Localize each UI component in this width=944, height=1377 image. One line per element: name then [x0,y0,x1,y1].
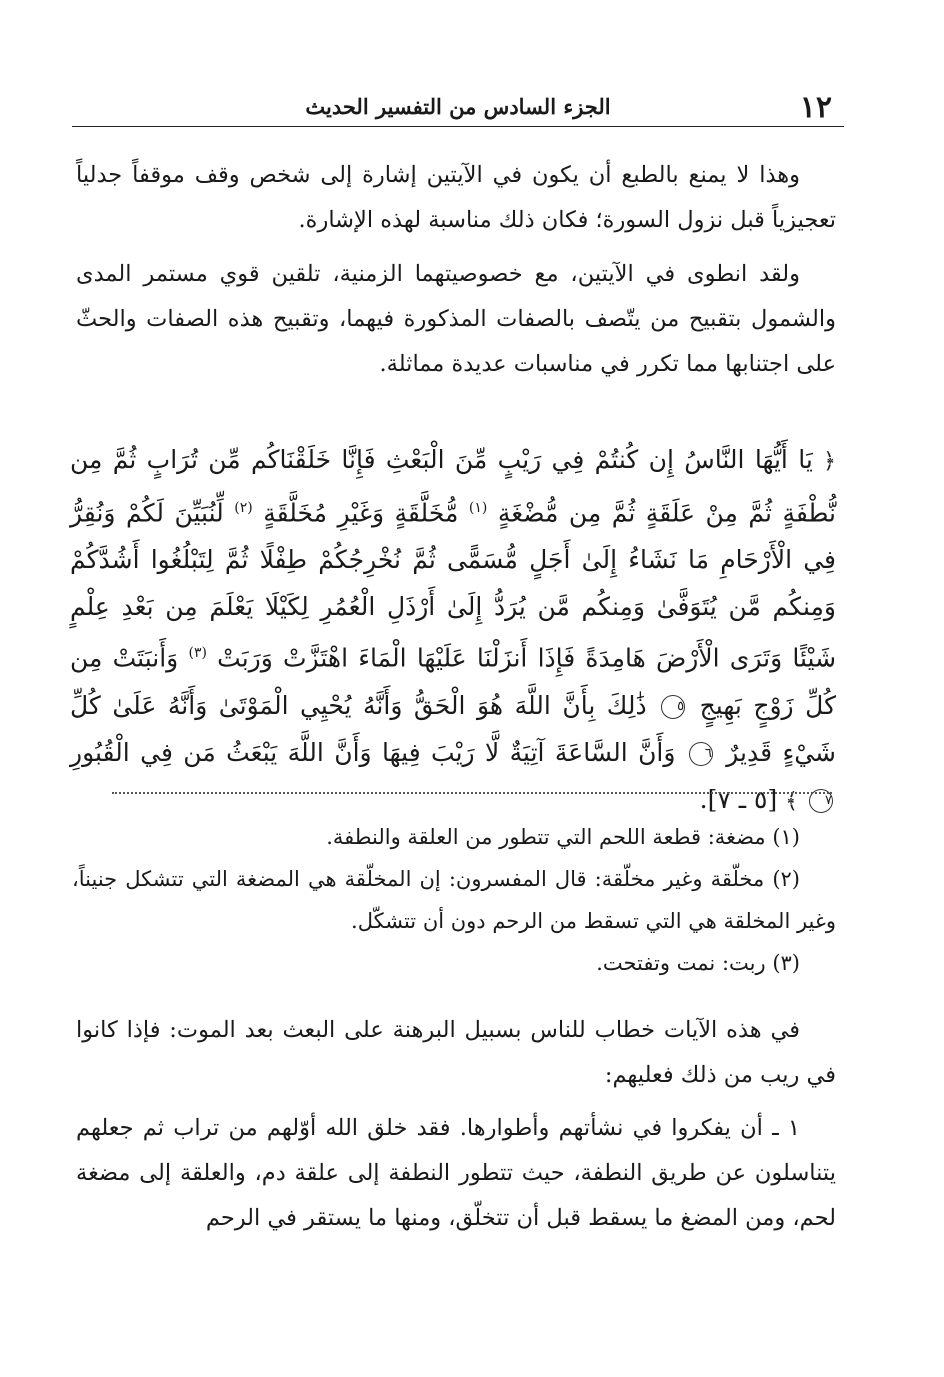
quran-verses [70,436,836,825]
footnotes [72,816,836,984]
page-header [72,88,844,127]
footnote-ref-3: (٣) [188,645,207,662]
quran-text-part1: يَا أَيُّهَا النَّاسُ إِن كُنتُمْ فِي رَيْبٍ مِّنَ الْبَعْثِ فَإِنَّا خَلَقْنَاكُم مِّن تُرَابٍ ثُمَّ مِن نُّطْفَةٍ ثُمَّ مِنْ عَلَقَةٍ ثُمَّ مِن مُّضْغَةٍ [70,445,837,528]
footnote-ref-2: (٢) [234,500,253,516]
quran-close-bracket: ﴾ [785,788,799,814]
footnote-2: (٢) مخلّقة وغير مخلّقة: قال المفسرون: إن المخلّقة هي المضغة التي تتشكل جنيناً، وغير المخلقة هي التي تسقط من الرحم دون أن تتشكّل. [72,867,836,933]
quran-text-part5: ذَٰلِكَ بِأَنَّ اللَّهَ هُوَ الْحَقُّ وَأَنَّهُ يُحْيِي الْمَوْتَىٰ وَأَنَّهُ عَلَىٰ كُلِّ شَيْءٍ قَدِيرٌ [70,690,836,767]
paragraph-1 [76,153,836,243]
quran-text-part2: مُّخَلَّقَةٍ وَغَيْرِ مُخَلَّقَةٍ [263,498,459,528]
verse-reference: [٥ ـ ٧]. [699,784,778,814]
paragraph-2-text: ولقد انطوى في الآيتين، مع خصوصيتهما الزمنية، تلقين قوي مستمر المدى والشمول بتقبيح من يتّصف بالصفات المذكورة فيهما، وتقبيح هذه الصفات والحثّ على اجتنابها مما تكرر في مناسبات عديدة مماثلة. [76,261,836,377]
paragraph-2 [76,252,836,387]
ayah-number-6: ٦ [689,742,713,766]
footnote-ref-1: (١) [468,500,488,516]
page-number: ١٢ [799,90,832,125]
quran-text-part4: وَأَنبَتَتْ مِن كُلِّ زَوْجٍ بَهِيجٍ [70,643,836,720]
paragraph-3 [76,1008,836,1098]
footnote-1: (١) مضغة: قطعة اللحم التي تتطور من العلقة والنطفة. [326,825,800,849]
quran-open-bracket: ﴿ [823,449,836,474]
footnote-3: (٣) ربت: نمت وتفتحت. [596,951,800,975]
footnote-separator [112,792,832,800]
ayah-number-5: ٥ [661,695,685,719]
paragraph-1-text: وهذا لا يمنع بالطبع أن يكون في الآيتين إشارة إلى شخص وقف موقفاً جدلياً تعجيزياً قبل نزول السورة؛ فكان ذلك مناسبة لهذه الإشارة. [76,162,836,233]
running-title: الجزء السادس من التفسير الحديث [305,94,611,119]
quran-text-part6: وَأَنَّ السَّاعَةَ آتِيَةٌ لَّا رَيْبَ فِيهَا وَأَنَّ اللَّهَ يَبْعَثُ مَن فِي الْقُبُورِ [70,737,676,767]
ayah-number-7: ٧ [809,789,833,813]
quran-text-part3: لِّنُبَيِّنَ لَكُمْ وَنُقِرُّ فِي الْأَرْحَامِ مَا نَشَاءُ إِلَىٰ أَجَلٍ مُّسَمًّى ثُمَّ نُخْرِجُكُمْ طِفْلًا ثُمَّ لِتَبْلُغُوا أَشُدَّكُمْ وَمِنكُم مَّن يُتَوَفَّىٰ وَمِنكُم مَّن يُرَدُّ إِلَىٰ أَرْذَلِ الْعُمُرِ لِكَيْلَا يَعْلَمَ مِن بَعْدِ عِلْمٍ شَيْئًا وَتَرَى الْأَرْضَ هَامِدَةً فَإِذَا أَنزَلْنَا عَلَيْهَا الْمَاءَ اهْتَزَّتْ وَرَبَتْ [70,498,837,673]
paragraph-4 [76,1106,836,1241]
paragraph-3-text: في هذه الآيات خطاب للناس بسبيل البرهنة على البعث بعد الموت: فإذا كانوا في ريب من ذلك فعليهم: [76,1017,836,1088]
paragraph-4-text: ١ ـ أن يفكروا في نشأتهم وأطوارها. فقد خلق الله أوّلهم من تراب ثم جعلهم يتناسلون عن طريق النطفة، حيث تتطور النطفة إلى علقة دم، والعلقة إلى مضغة لحم، ومن المضغ ما يسقط قبل أن تتخلّق، ومنها ما يستقر في الرحم [76,1115,836,1231]
